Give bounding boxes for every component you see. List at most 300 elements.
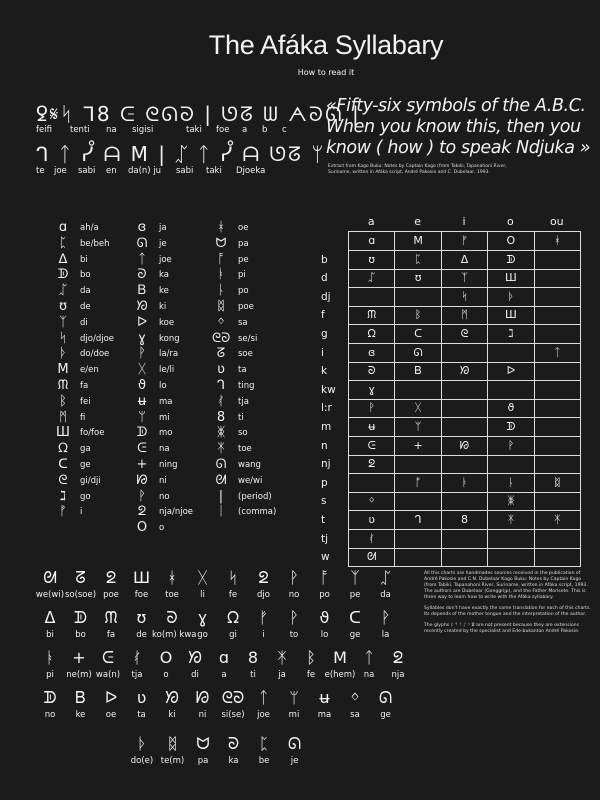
syllable-glyph: ᛋ xyxy=(59,330,67,346)
syllable-glyph: ᐃ xyxy=(58,251,68,267)
chart-row xyxy=(321,381,581,400)
chart-column-header: e xyxy=(414,215,421,228)
syllable-glyph: ᘞ xyxy=(188,648,202,667)
chart-cell: ᚰ xyxy=(349,530,395,548)
chart-cell: 8 xyxy=(442,511,488,529)
syllable-label: tja xyxy=(131,670,143,680)
syllable-list-column-1 xyxy=(54,220,134,540)
syllable-glyph: Ш xyxy=(132,568,151,587)
notes-paragraph: The glyphs ᛒ ᛘ ᛏ ᛢ ᛜ ᘖ are not present because they are extensions recently created by the specialist and Ede-bukantan André Pakosie. xyxy=(424,623,580,634)
syllable-label: joe xyxy=(159,254,172,265)
syllable-label: we/wi xyxy=(238,475,263,486)
syllable-label: fe xyxy=(306,670,316,680)
chart-row-label: d xyxy=(321,272,328,285)
syllable-glyph: ᐅ xyxy=(137,314,147,330)
chart-row xyxy=(349,232,581,251)
syllable-label: le/li xyxy=(159,365,175,376)
chart-cell: ᚹ xyxy=(488,437,534,455)
syllable-label: bi xyxy=(46,630,54,640)
chart-cell: ᘛ xyxy=(349,548,395,566)
syllable-glyph: ᘙ xyxy=(195,688,210,707)
bottom-syllable xyxy=(378,648,418,682)
chart-cell xyxy=(488,548,534,566)
syllable-glyph: ᚩ xyxy=(319,568,330,587)
syllable-glyph: ᘖ xyxy=(105,568,117,587)
intro-label: a xyxy=(242,125,248,135)
chart-cell xyxy=(442,492,488,510)
syllable-label: pa xyxy=(238,238,249,249)
syllable-label: soe xyxy=(238,349,253,360)
page-title: The Afáka Syllabary xyxy=(208,30,444,60)
syllable-label: gi/dji xyxy=(80,475,101,486)
syllable-label: bi xyxy=(80,254,88,265)
chart-cell: ᛤ xyxy=(488,492,534,510)
syllable-glyph: + xyxy=(136,457,148,472)
chart-cell: ᘯ xyxy=(349,325,395,343)
syllable-glyph: ᙏ xyxy=(57,378,69,393)
intro-label: joe xyxy=(54,166,67,176)
chart-row-label: g xyxy=(321,328,328,340)
syllable-label: fei xyxy=(80,396,91,407)
syllable-label: te(m) xyxy=(160,756,185,766)
syllable-glyph: ᛁ xyxy=(217,504,225,520)
syllable-glyph: ᚷ xyxy=(197,568,208,587)
syllable-glyph: ᛢ xyxy=(59,283,67,299)
syllable-glyph: ᘖ xyxy=(258,568,269,587)
chart-row-label: p xyxy=(321,476,328,489)
chart-row-label: i xyxy=(321,346,324,359)
syllable-glyph: ᛒ xyxy=(59,393,67,409)
chart-cell xyxy=(395,455,441,473)
chart-cell: ᛢ xyxy=(349,269,395,287)
chart-row-label: n xyxy=(321,439,328,452)
syllable-glyph: ᕮ xyxy=(137,441,147,457)
syllable-label: o xyxy=(159,523,165,534)
chart-cell: ʊ xyxy=(395,269,441,287)
syllable-glyph: ᚩ xyxy=(217,251,225,267)
syllable-glyph: ᘏ xyxy=(215,457,227,472)
syllable-label: no xyxy=(288,590,300,600)
intro-label: Djoeka xyxy=(236,166,266,176)
syllable-glyph: ᘐ xyxy=(166,608,178,627)
chart-cell xyxy=(395,492,441,510)
chart-row xyxy=(321,306,581,325)
syllable-glyph: ᛥ xyxy=(217,299,225,314)
bottom-syllable-rows xyxy=(30,568,410,788)
chart-row-label: f xyxy=(321,309,325,322)
syllable-label: toe xyxy=(238,444,252,455)
syllable-glyph: ʊ xyxy=(136,608,147,627)
chart-cell xyxy=(442,548,488,566)
syllable-glyph: ᚷ xyxy=(138,362,146,378)
syllable-label: ko(m) kwa xyxy=(152,630,197,640)
chart-cell xyxy=(535,418,581,436)
syllable-label: pa xyxy=(197,756,209,766)
syllable-glyph: ᘐ xyxy=(137,267,147,283)
chart-cell: ᙏ xyxy=(349,306,395,324)
intro-label: te xyxy=(36,166,45,176)
chart-cell: Ш xyxy=(488,306,534,324)
intro-label: taki xyxy=(186,125,202,135)
syllable-glyph: ɑ xyxy=(58,220,68,235)
chart-cell: ᛘ xyxy=(395,418,441,436)
syllable-label: ki xyxy=(168,710,176,720)
syllable-label: a xyxy=(221,670,227,680)
syllable-glyph: ʋ xyxy=(136,688,147,707)
chart-cell: ᘞ xyxy=(442,362,488,380)
syllable-glyph: M xyxy=(333,648,347,667)
syllable-label: to xyxy=(289,630,299,640)
chart-cell: ᚿ xyxy=(488,474,534,492)
syllable-label: fa xyxy=(106,630,116,640)
chart-cell xyxy=(488,344,534,362)
quote-credit: Extract from Kago Buku: Notes by Captain Kago (from Tabiki, Tapanahoni River, Suriname, written in Afáka script, André Pakosie and C. Dubelaar, 1993. xyxy=(328,164,507,175)
chart-cell: ᚭ xyxy=(442,474,488,492)
chart-cell: Ᏼ xyxy=(395,362,441,380)
syllable-glyph: ᕮ xyxy=(102,648,114,667)
syllable-label: po xyxy=(238,286,249,297)
bottom-syllable xyxy=(366,568,406,602)
syllable-label: ta xyxy=(137,710,146,720)
syllable-glyph: ʉ xyxy=(137,393,147,409)
syllable-label: ka xyxy=(228,756,239,766)
chart-cell: ɞ xyxy=(349,344,395,362)
chart-cell: ᚷ xyxy=(395,399,441,417)
syllable-glyph: ᚠ xyxy=(59,504,67,520)
syllable-label: (period) xyxy=(238,491,272,502)
chart-cell: ᛈ xyxy=(395,251,441,269)
syllable-glyph: ᑕ xyxy=(349,608,361,627)
syllable-glyph: 8 xyxy=(247,648,259,667)
notes-paragraph: All this charts are handmades sources received in the publication of André Pakosie and C.N. Dubelaar Kago Buku: Notes by Captain Kago (from Tabiki, Tapanahoni River, Suriname, written in Afáka script, 1993. The authors are Dubelaar (Gonggrijp), and the Father Morisete. This is three way to learn how to write with the Afáka syllabary. xyxy=(424,571,588,600)
syllable-list-column-2 xyxy=(133,220,213,540)
chart-cell: Ш xyxy=(488,269,534,287)
syllable-glyph: ᑕ xyxy=(58,457,68,472)
intro-label: en xyxy=(106,166,117,176)
syllable-label: o xyxy=(163,670,169,680)
syllable-glyph: ᚰ xyxy=(217,393,225,409)
syllable-label: pe xyxy=(349,590,361,600)
syllable-glyph: ᚹ xyxy=(138,346,146,362)
syllable-glyph: ᙏ xyxy=(104,608,118,627)
intro-label: foe xyxy=(216,125,230,135)
syllable-label: ke xyxy=(159,286,169,297)
syllable-glyph: ᘔ xyxy=(75,568,86,587)
chart-row xyxy=(321,548,581,567)
syllable-label: pi xyxy=(46,670,54,680)
syllable-label: mi xyxy=(288,710,300,720)
chart-cell xyxy=(535,399,581,417)
syllable-glyph: ᗢ xyxy=(215,235,227,251)
chart-cell: + xyxy=(395,437,441,455)
syllable-label: de xyxy=(136,630,147,640)
chart-cell: ᐅ xyxy=(488,362,534,380)
intro-label: feifi xyxy=(36,125,52,135)
syllable-glyph: ᘏ xyxy=(136,235,148,251)
syllable-glyph: ʊ xyxy=(58,299,68,314)
chart-cell: ᘐ xyxy=(349,362,395,380)
chart-cell xyxy=(395,530,441,548)
chart-cell: ᛒ xyxy=(395,306,441,324)
syllable-label: ki xyxy=(159,302,167,312)
syllable-glyph: ᘏ xyxy=(378,688,393,707)
syllable-glyph: | xyxy=(218,488,224,504)
syllable-glyph: ᚹ xyxy=(289,568,299,587)
syllable-label: lo xyxy=(159,381,167,391)
chart-cell: ᘓ xyxy=(442,325,488,343)
chart-cell: ᚼ xyxy=(535,232,581,250)
chart-row xyxy=(321,437,581,456)
syllable-glyph: ʋ xyxy=(217,362,225,378)
syllable-label: de xyxy=(80,302,91,312)
syllable-glyph: ᘖ xyxy=(137,504,147,520)
syllable-label: di xyxy=(80,317,88,328)
notes-paragraph: Syllables don't have exactly the same translation for each of this charts. Its depends of the mother tongue and the interpretation of the author. xyxy=(424,606,591,617)
bottom-syllable xyxy=(275,734,315,768)
chart-cell: M xyxy=(395,232,441,250)
syllable-label: fa xyxy=(80,381,89,391)
syllable-chart xyxy=(320,215,580,564)
bottom-syllable xyxy=(366,688,406,722)
syllable-glyph: ᘓᘐ xyxy=(221,688,245,707)
syllable-label: kong xyxy=(159,333,180,344)
syllable-glyph: ᚰ xyxy=(132,648,142,667)
chart-row-label: l:r xyxy=(321,402,332,415)
syllable-glyph: ᘯ xyxy=(58,441,68,457)
chart-cell xyxy=(535,548,581,566)
syllable-label: sa xyxy=(350,710,360,720)
syllable-label: so xyxy=(238,428,248,439)
syllable-label: da xyxy=(380,590,391,600)
syllable-glyph: ᚼ xyxy=(167,568,177,587)
page-subtitle: How to read it xyxy=(297,68,355,77)
syllable-glyph: ℷ xyxy=(59,488,67,504)
syllable-label: ni xyxy=(159,475,167,486)
syllable-glyph: ʉ xyxy=(319,688,330,707)
syllable-label: je xyxy=(159,238,167,249)
chart-cell xyxy=(535,530,581,548)
syllable-glyph: ᚦ xyxy=(137,734,147,753)
syllable-label: bo xyxy=(80,270,91,281)
chart-row-label: k xyxy=(321,365,328,378)
syllable-glyph: ᛡ xyxy=(277,648,287,667)
syllable-label: ta xyxy=(238,365,247,376)
chart-cell: ʋ xyxy=(349,511,395,529)
syllable-glyph: ᛏ xyxy=(138,251,146,267)
syllable-glyph: ᛜ xyxy=(350,688,360,707)
chart-column-header: a xyxy=(367,215,375,228)
syllable-glyph: ɣ xyxy=(138,330,146,346)
notes xyxy=(424,571,594,640)
bottom-syllable xyxy=(366,608,406,642)
syllable-glyph: ᛉ xyxy=(350,568,360,587)
syllable-glyph: ᘙ xyxy=(136,472,148,488)
syllable-glyph: ɞ xyxy=(137,220,147,235)
chart-cell: ᗫ xyxy=(488,251,534,269)
chart-row xyxy=(321,325,581,344)
syllable-label: ma xyxy=(317,710,332,720)
chart-cell xyxy=(535,381,581,399)
syllable-label: e/en xyxy=(80,365,99,376)
syllable-label: je xyxy=(290,756,299,766)
intro-label: tenti xyxy=(70,125,90,135)
chart-row xyxy=(321,399,581,418)
syllable-label: poe xyxy=(238,302,254,312)
chart-cell xyxy=(535,269,581,287)
syllable-glyph: ᚭ xyxy=(45,648,55,667)
chart-row xyxy=(321,288,581,307)
syllable-glyph: ᘞ xyxy=(165,688,179,707)
syllable-label: poe xyxy=(103,590,119,600)
chart-cell: ᚦ xyxy=(488,288,534,306)
syllable-glyph: ᛉ xyxy=(59,314,67,330)
syllable-label: we(wi) xyxy=(35,590,65,600)
quote-text: «Fifty-six symbols of the A.B.C. When you know this, then you know ( how ) to speak Ndjuka » xyxy=(326,96,591,158)
syllable-glyph: 8 xyxy=(216,409,226,425)
syllable-glyph: ᘓᘐ xyxy=(212,330,231,346)
syllable-label: ning xyxy=(159,460,178,470)
syllable-label: ma xyxy=(159,396,173,407)
chart-row xyxy=(321,530,581,549)
syllable-glyph: ᛒ xyxy=(306,648,316,667)
syllable-glyph: ᘔ xyxy=(216,346,226,362)
syllable-label: (comma) xyxy=(238,507,277,518)
chart-cell xyxy=(349,474,395,492)
syllable-glyph: ᛏ xyxy=(258,688,269,707)
syllable-label: pe xyxy=(238,254,249,265)
intro-line2-labels xyxy=(36,166,316,178)
syllable-label: djo/djoe xyxy=(80,333,115,344)
intro-label: b xyxy=(262,125,268,135)
chart-cell xyxy=(535,306,581,324)
syllable-glyph: ɣ xyxy=(197,608,208,627)
chart-cell: ᛋ xyxy=(442,288,488,306)
chart-cell xyxy=(395,288,441,306)
syllable-glyph: ϑ xyxy=(319,608,330,627)
intro-label: sigisi xyxy=(132,125,154,135)
syllable-label: nja xyxy=(391,670,405,680)
syllable-glyph: ᛈ xyxy=(59,235,67,251)
syllable-glyph: ᛈ xyxy=(259,734,269,753)
chart-row xyxy=(321,251,581,270)
syllable-glyph: Ᏼ xyxy=(137,283,147,299)
syllable-label: fi xyxy=(80,412,86,423)
syllable-glyph: ᗢ xyxy=(196,734,210,753)
syllable-label: go xyxy=(197,630,208,640)
chart-cell: ʊ xyxy=(349,251,395,269)
syllable-label: sa xyxy=(238,317,248,328)
syllable-glyph: ᘛ xyxy=(215,472,227,488)
syllable-label: do/doe xyxy=(80,349,110,360)
syllable-label: na xyxy=(363,670,375,680)
syllable-label: si(se) xyxy=(221,710,245,720)
syllable-glyph: ᘓ xyxy=(58,472,68,488)
chart-cell: ᒉ xyxy=(395,511,441,529)
syllable-label: ge xyxy=(349,630,361,640)
syllable-label: ja xyxy=(278,670,286,680)
syllable-glyph: O xyxy=(136,520,148,536)
syllable-glyph: ᛡ xyxy=(217,441,225,457)
syllable-label: mo xyxy=(159,428,173,439)
syllable-glyph: ᘐ xyxy=(227,734,240,753)
syllable-label: na xyxy=(159,444,170,455)
chart-row xyxy=(321,418,581,437)
syllable-glyph: ᐅ xyxy=(104,688,118,707)
syllable-label: da xyxy=(80,286,91,297)
syllable-glyph: ᛥ xyxy=(167,734,178,753)
chart-row xyxy=(321,492,581,511)
syllable-label: fo/foe xyxy=(80,428,105,439)
syllable-label: i xyxy=(80,507,83,518)
syllable-list-column-3 xyxy=(212,220,292,540)
syllable-label: tja xyxy=(238,396,249,407)
syllable-label: toe xyxy=(165,590,179,600)
syllable-label: foe xyxy=(134,590,149,600)
syllable-label: wa(n) xyxy=(95,670,121,680)
chart-cell xyxy=(442,399,488,417)
intro-line1-glyphs: ꝿ𝄋ᛋ ᒣ8 ᕮ ᘓᘏᘐ | ᘎᘔ ᗯ ᗅᘐᘏ | xyxy=(36,102,361,126)
chart-cell: ᘙ xyxy=(442,437,488,455)
syllable-label: ti xyxy=(250,670,256,680)
chart-cell xyxy=(535,455,581,473)
syllable-label: gi xyxy=(229,630,237,640)
chart-cell: ᛡ xyxy=(488,511,534,529)
chart-row-label: s xyxy=(321,495,327,508)
syllable-label: no xyxy=(159,491,170,502)
syllable-label: ni xyxy=(198,710,207,720)
chart-cell xyxy=(442,455,488,473)
syllable-label: li xyxy=(200,590,205,600)
syllable-label: no xyxy=(44,710,56,720)
syllable-label: ge xyxy=(80,460,91,470)
chart-cell xyxy=(442,381,488,399)
chart-row-label: t xyxy=(321,514,326,526)
intro-label: na xyxy=(106,125,117,135)
syllable-label: so(soe) xyxy=(64,590,97,600)
syllable-label: po xyxy=(319,590,330,600)
syllable-glyph: ᘞ xyxy=(136,299,148,314)
syllable-label: ga xyxy=(80,444,91,455)
intro-label: da(n) ju xyxy=(128,166,162,176)
syllable-glyph: ᚠ xyxy=(258,608,269,627)
syllable-glyph: ᛘ xyxy=(138,409,146,425)
chart-cell xyxy=(395,381,441,399)
syllable-label: ting xyxy=(238,381,255,391)
chart-cell: ɣ xyxy=(349,381,395,399)
chart-row xyxy=(321,511,581,530)
chart-cell: ʉ xyxy=(349,418,395,436)
syllable-label: ah/a xyxy=(80,223,99,233)
syllable-glyph: ᗫ xyxy=(43,688,57,707)
chart-cell xyxy=(395,548,441,566)
chart-cell: ᗫ xyxy=(488,418,534,436)
chart-cell: ᛉ xyxy=(442,269,488,287)
syllable-label: ja xyxy=(159,223,167,233)
intro-label: sabi xyxy=(78,166,96,176)
syllable-glyph: ᚹ xyxy=(138,488,146,504)
chart-cell xyxy=(442,344,488,362)
chart-cell: ℷ xyxy=(488,325,534,343)
chart-cell: ᚹ xyxy=(349,399,395,417)
chart-cell: ᕮ xyxy=(349,437,395,455)
syllable-glyph: ɑ xyxy=(218,648,230,667)
syllable-glyph: ᗫ xyxy=(73,608,88,627)
syllable-glyph: ᘖ xyxy=(392,648,404,667)
chart-cell xyxy=(442,418,488,436)
chart-cell: ᚩ xyxy=(395,474,441,492)
syllable-glyph: ᚭ xyxy=(217,267,225,283)
chart-cell: ϑ xyxy=(488,399,534,417)
